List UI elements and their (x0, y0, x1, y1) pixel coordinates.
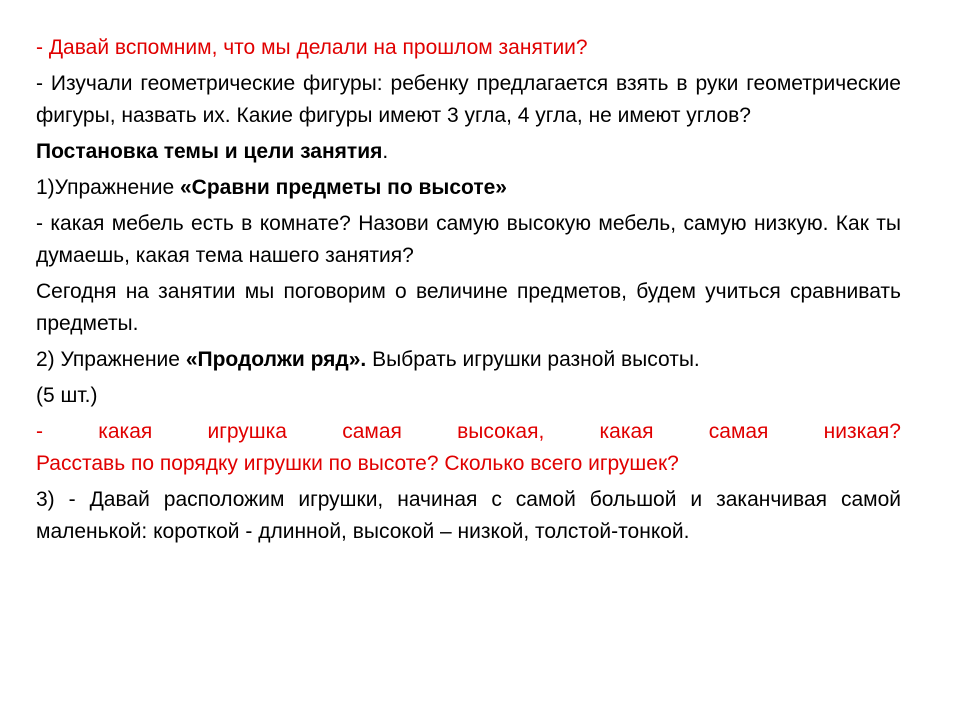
exercise-1-question-text: - какая мебель есть в комнате? Назови самую высокую мебель, самую низкую. Как ты думаешь, какая тема нашего занятия? (36, 212, 901, 267)
exercise-1-name: «Сравни предметы по высоте» (179, 176, 507, 199)
review-question-text: - Давай вспомним, что мы делали на прошлом занятии? (36, 36, 588, 59)
exercise-2-question-line2-text: Расставь по порядку игрушки по высоте? Сколько всего игрушек? (36, 452, 679, 475)
exercise-2-count-text: (5 шт.) (36, 384, 98, 407)
exercise-3-text-content: 3) - Давай расположим игрушки, начиная с самой большой и заканчивая самой маленькой: короткой - длинной, высокой – низкой, толстой-тонкой. (36, 488, 901, 543)
exercise-2-count (36, 380, 901, 412)
exercise-2-instruction: Выбрать игрушки разной высоты. (366, 348, 700, 371)
exercise-1-prefix: 1)Упражнение (36, 176, 180, 199)
lesson-intro (36, 276, 901, 340)
exercise-2-name: «Продолжи ряд». (185, 348, 367, 371)
exercise-2-prefix: 2) Упражнение (36, 348, 186, 371)
review-question (36, 32, 901, 64)
exercise-2-title (36, 344, 901, 376)
review-answer-text: - Изучали геометрические фигуры: ребенку предлагается взять в руки геометрические фигуры, назвать их. Какие фигуры имеют 3 угла, 4 угла, не имеют углов? (36, 72, 901, 127)
exercise-2-question-line1-text: - какая игрушка самая высокая, какая самая низкая? (36, 420, 901, 443)
lesson-intro-text: Сегодня на занятии мы поговорим о величине предметов, будем учиться сравнивать предметы. (36, 280, 901, 335)
exercise-2-question-line2 (36, 448, 901, 480)
exercise-1-question (36, 208, 901, 272)
exercise-2-question (36, 416, 901, 480)
exercise-3-text (36, 484, 901, 548)
exercise-1-title (36, 172, 901, 204)
topic-heading (36, 136, 901, 168)
exercise-2-question-line1 (36, 416, 901, 448)
topic-heading-period: . (382, 140, 389, 163)
topic-heading-bold: Постановка темы и цели занятия (36, 140, 383, 163)
review-answer (36, 68, 901, 132)
